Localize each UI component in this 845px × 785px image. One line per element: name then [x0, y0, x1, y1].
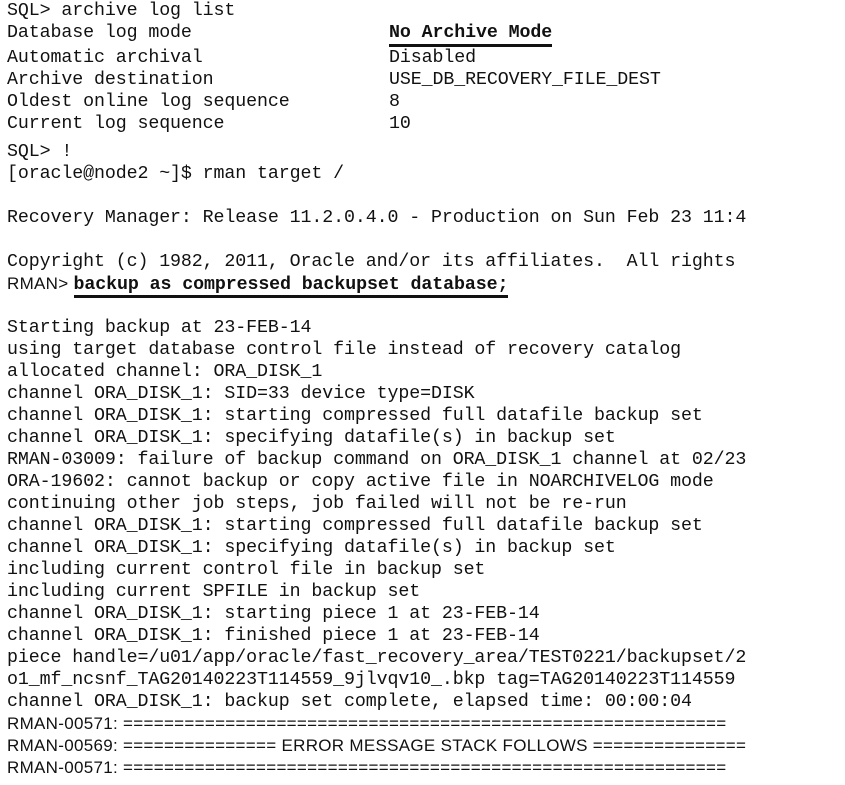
shell-rman-command: [oracle@node2 ~]$ rman target / [7, 164, 344, 184]
output-line: channel ORA_DISK_1: finished piece 1 at 23-FEB-14 [7, 626, 540, 646]
output-line: piece handle=/u01/app/oracle/fast_recovery_area/TEST0221/backupset/2 [7, 648, 747, 668]
archive-row-automatic [7, 47, 845, 69]
error-line: RMAN-00571: =========================================================== [7, 758, 727, 777]
output-line: allocated channel: ORA_DISK_1 [7, 362, 323, 382]
output-line: channel ORA_DISK_1: starting compressed full datafile backup set [7, 516, 703, 536]
output-line: channel ORA_DISK_1: backup set complete, elapsed time: 00:00:04 [7, 692, 692, 712]
rman-command-highlighted: backup as compressed backupset database; [74, 275, 509, 298]
archive-value: 10 [389, 114, 411, 134]
spacer [7, 185, 845, 207]
rman-prompt: RMAN> [7, 274, 74, 293]
output-line: channel ORA_DISK_1: starting compressed full datafile backup set [7, 406, 703, 426]
archive-value: USE_DB_RECOVERY_FILE_DEST [389, 70, 661, 90]
output-line: channel ORA_DISK_1: specifying datafile(s) in backup set [7, 428, 616, 448]
archive-key: Oldest online log sequence [7, 92, 290, 112]
output-line: including current SPFILE in backup set [7, 582, 421, 602]
sql-escape-line: SQL> ! [7, 142, 73, 162]
output-line: continuing other job steps, job failed will not be re-run [7, 494, 627, 514]
output-line: including current control file in backup set [7, 560, 486, 580]
archive-key: Automatic archival [7, 48, 203, 68]
archive-value: 8 [389, 92, 400, 112]
archive-row-current-seq [7, 113, 845, 135]
spacer [7, 295, 845, 317]
output-line: ORA-19602: cannot backup or copy active file in NOARCHIVELOG mode [7, 472, 714, 492]
error-line: RMAN-00571: =========================================================== [7, 714, 727, 733]
output-line: o1_mf_ncsnf_TAG20140223T114559_9jlvqv10_.bkp tag=TAG20140223T114559 [7, 670, 736, 690]
rman-banner-release: Recovery Manager: Release 11.2.0.4.0 - Production on Sun Feb 23 11:4 [7, 208, 747, 228]
error-line: RMAN-00569: =============== ERROR MESSAGE STACK FOLLOWS =============== [7, 736, 747, 755]
archive-key: Archive destination [7, 70, 214, 90]
archive-value: Disabled [389, 48, 476, 68]
archive-row-oldest-seq [7, 91, 845, 113]
archive-key: Database log mode [7, 23, 192, 43]
sql-command-line: SQL> archive log list [7, 1, 236, 21]
terminal-output [7, 0, 845, 785]
archive-row-log-mode [7, 22, 845, 47]
archive-key: Current log sequence [7, 114, 225, 134]
output-line: Starting backup at 23-FEB-14 [7, 318, 312, 338]
output-line: RMAN-03009: failure of backup command on ORA_DISK_1 channel at 02/23 [7, 450, 747, 470]
output-line: channel ORA_DISK_1: starting piece 1 at 23-FEB-14 [7, 604, 540, 624]
output-line: channel ORA_DISK_1: SID=33 device type=DISK [7, 384, 475, 404]
archive-value-highlighted: No Archive Mode [389, 22, 552, 47]
rman-banner-copyright: Copyright (c) 1982, 2011, Oracle and/or its affiliates. All rights [7, 252, 736, 272]
rman-command-line [7, 273, 845, 295]
archive-row-destination [7, 69, 845, 91]
output-line: channel ORA_DISK_1: specifying datafile(s) in backup set [7, 538, 616, 558]
spacer [7, 229, 845, 251]
output-line: using target database control file instead of recovery catalog [7, 340, 681, 360]
